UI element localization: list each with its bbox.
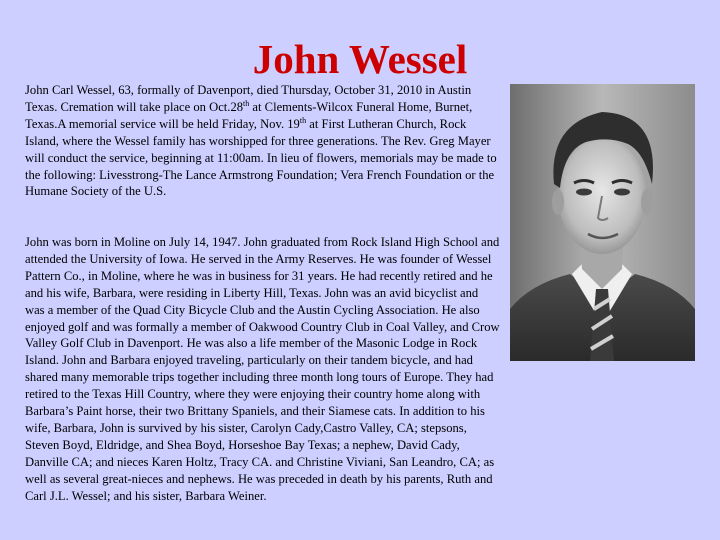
ordinal-suffix: th [243,98,250,108]
obituary-paragraph-death-notice [25,82,500,200]
portrait-photo [510,84,695,361]
paragraph-text: at Clements-Wilcox Funeral Home, Burnet, Texas.A memorial service will be held Friday, Nov. 19 [25,99,473,131]
paragraph-text: at First Lutheran Church, Rock Island, where the Wessel family has worshipped for three generations. The Rev. Greg Mayer will conduct the service, beginning at 11:00am. In lieu of flowers, memorials may be made to the following: Livesstrong-The Lance Armstrong Foundation; Vera French Foundation or the Humane Society of the U.S. [25,116,497,199]
ordinal-suffix: th [299,115,307,125]
obituary-paragraph-biography: John was born in Moline on July 14, 1947. John graduated from Rock Island High School and attended the University of Iowa. He served in the Army Reserves. He was founder of Wessel Pattern Co., in Moline, where he was in business for 31 years. He had recently retired and he and his wife, Barbara, were residing in Liberty Hill, Texas. John was an avid bicyclist and was a member of the Quad City Bicycle Club and the Austin Cycling Association. He also enjoyed golf and was formally a member of Oakwood Country Club in Coal Valley, and Crow Valley Golf Club in Davenport. He was also a life member of the Masonic Lodge in Rock Island. John and Barbara enjoyed traveling, particularly on their tandem bicycle, and had shared many memorable trips together including three month long tours of Europe. They had retired to the Texas Hill Country, where they were enjoying their country home along with Barbara’s Paint horse, their two Brittany Spaniels, and their Siamese cats. In addition to his wife, Barbara, John is survived by his sister, Carolyn Cady,Castro Valley, CA; stepsons, Steven Boyd, Eldridge, and Shea Boyd, Horseshoe Bay Texas; a nephew, David Cady, Danville CA; and nieces Karen Holtz, Tracy CA. and Christine Viviani, San Leandro, CA; as well as several great-nieces and nephews. He was preceded in death by his parents, Ruth and Carl J.L. Wessel; and his sister, Barbara Weiner. [25,235,500,503]
page-title: John Wessel [252,36,468,82]
paragraph-text: John Carl Wessel, 63, formally of Davenport, died Thursday, October 31, 2010 in Austin Texas. Cremation will take place on Oct.28 [25,83,472,114]
